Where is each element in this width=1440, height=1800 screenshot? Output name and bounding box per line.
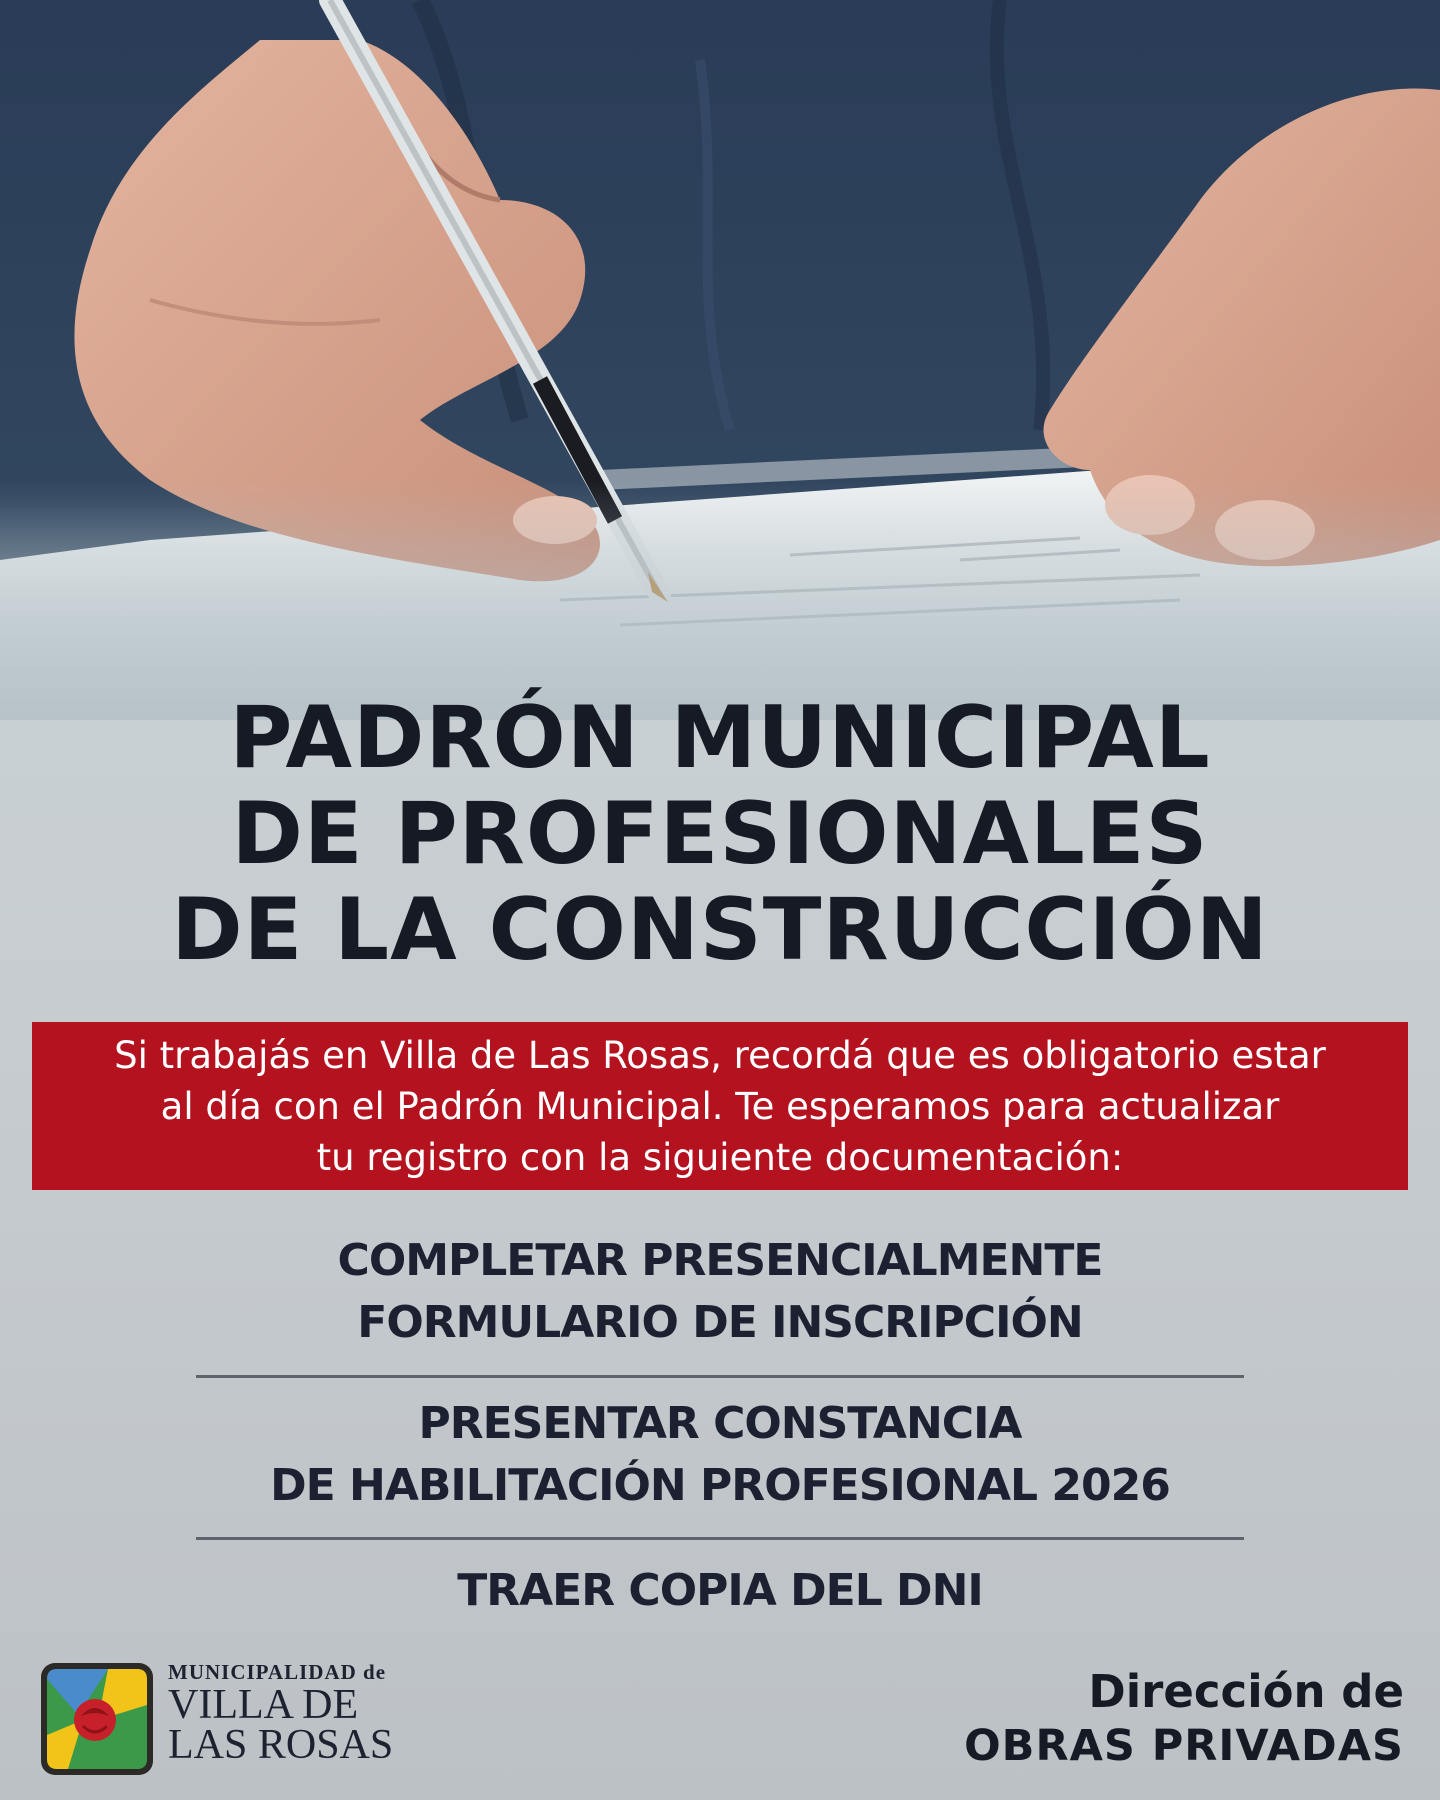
requirement-text: FORMULARIO DE INSCRIPCIÓN bbox=[357, 1297, 1083, 1348]
department-line-1: Dirección de bbox=[1088, 1665, 1404, 1718]
page-title bbox=[0, 690, 1440, 978]
municipality-logo bbox=[38, 1660, 156, 1778]
hands-signing-photo bbox=[0, 0, 1440, 720]
divider bbox=[196, 1537, 1244, 1540]
notice-banner bbox=[32, 1022, 1408, 1190]
requirement-item-dni bbox=[0, 1560, 1440, 1622]
department-line-2: OBRAS PRIVADAS bbox=[964, 1721, 1404, 1771]
notice-line-2: al día con el Padrón Municipal. Te esperamos para actualizar bbox=[160, 1084, 1280, 1128]
requirement-text: DE HABILITACIÓN PROFESIONAL 2026 bbox=[270, 1460, 1170, 1511]
municipality-name-line-1: VILLA DE bbox=[168, 1682, 359, 1728]
municipality-name bbox=[168, 1660, 428, 1768]
department-name bbox=[964, 1665, 1404, 1773]
title-line-3: DE LA CONSTRUCCIÓN bbox=[171, 880, 1269, 980]
notice-line-1: Si trabajás en Villa de Las Rosas, recordá que es obligatorio estar bbox=[114, 1033, 1326, 1077]
requirement-text: COMPLETAR PRESENCIALMENTE bbox=[337, 1235, 1103, 1286]
requirement-text: TRAER COPIA DEL DNI bbox=[457, 1565, 983, 1616]
notice-line-3: tu registro con la siguiente documentación: bbox=[316, 1135, 1124, 1179]
title-line-2: DE PROFESIONALES bbox=[231, 784, 1209, 884]
requirement-text: PRESENTAR CONSTANCIA bbox=[418, 1398, 1022, 1449]
title-line-1: PADRÓN MUNICIPAL bbox=[229, 688, 1211, 788]
municipality-name-line-2: LAS ROSAS bbox=[168, 1722, 394, 1768]
divider bbox=[196, 1375, 1244, 1378]
municipality-label: MUNICIPALIDAD de bbox=[168, 1660, 387, 1684]
requirement-item-form bbox=[0, 1230, 1440, 1354]
requirement-item-certificate bbox=[0, 1393, 1440, 1517]
